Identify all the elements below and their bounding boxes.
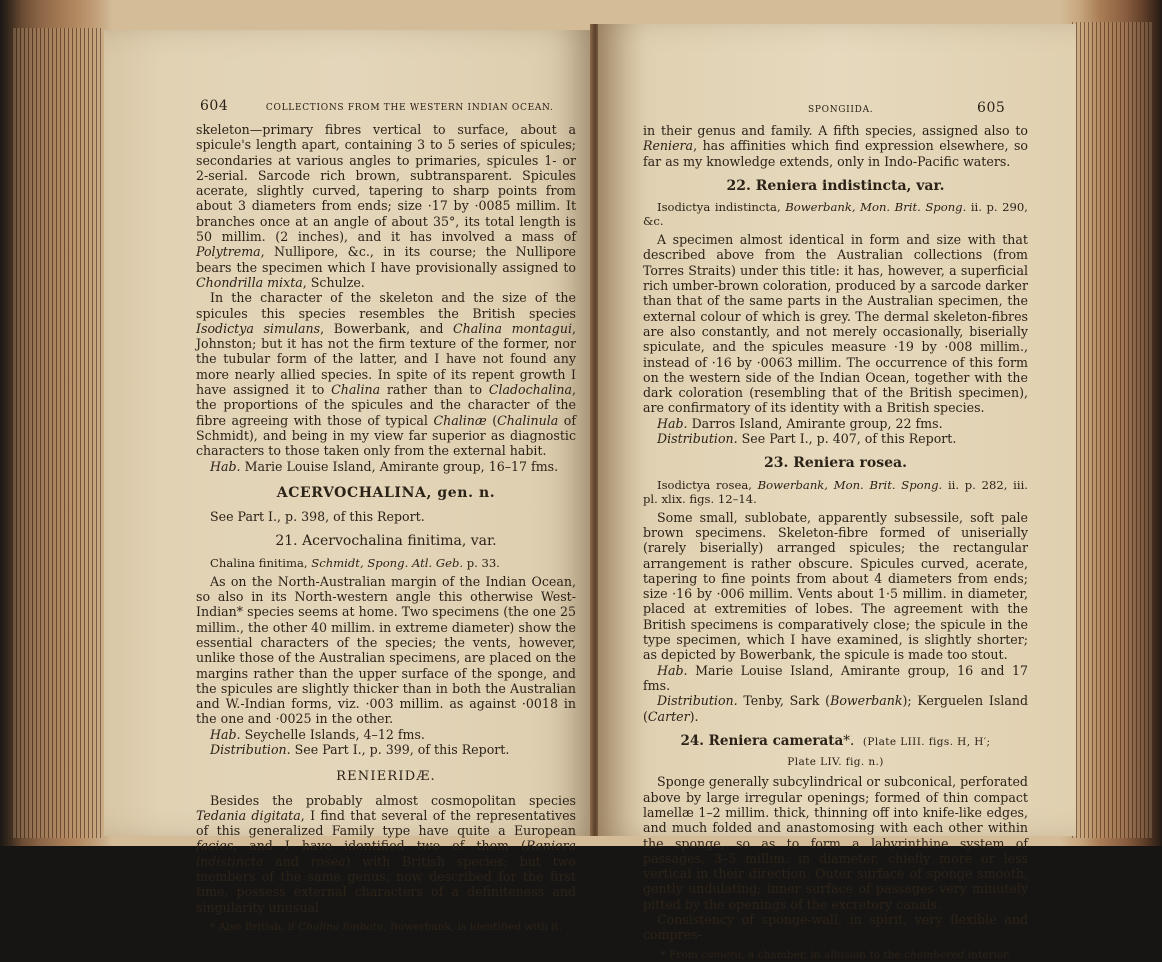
right-page	[598, 24, 1076, 961]
left-page-edges	[12, 28, 104, 838]
left-running-head	[200, 98, 554, 114]
citation: Isodictya rosea, Bowerbank, Mon. Brit. Spong. ii. p. 282, iii. pl. xlix. figs. 12–14.	[643, 477, 1028, 506]
species-heading-23: 23. Reniera rosea.	[764, 455, 907, 472]
footnote: * From camera, a chamber, in allusion to the chambered interior.	[660, 948, 1011, 961]
species-heading-22: 22. Reniera indistincta, var.	[726, 177, 945, 194]
habitat-line: Hab. Seychelle Islands, 4–12 fms.	[210, 726, 425, 742]
species-heading-21: 21. Acervochalina finitima, var.	[275, 533, 497, 550]
distribution-line: Distribution. See Part I., p. 399, of this Report.	[210, 741, 510, 757]
distribution-line: Distribution. Tenby, Sark (Bowerbank); Kerguelen Island (Carter).	[643, 693, 1029, 724]
habitat-line: Hab. Darros Island, Amirante group, 22 fms.	[657, 415, 943, 431]
paragraph: skeleton—primary fibres vertical to surface, about a spicule's length apart, containing 3 to 5 series of spicules; secondaries at various angles to primaries, spicules 1- or 2-serial. Sarcode rich brown, subtransparent. Spicules acerate, slightly curved, tapering to sharp points from about 3 diameters from ends; size ·17 by ·0085 millim. It branches once at an angle of about 35°, its total length is 50 millim. (2 inches), and it has involved a mass of Polytrema, Nullipore, &c., in its course; the Nullipore bears the specimen which I have provisionally assigned to Chondrilla mixta, Schulze.	[196, 122, 576, 290]
paragraph: A specimen almost identical in form and size with that described above from the Australian collections (from Torres Straits) under this title: it has, however, a superficial rich umber-brown coloration, produced by a sarcode darker than that of the same parts in the Australian specimen, the external colour of which is grey. The dermal skeleton-fibres are also constantly, and not merely occasionally, biserially spiculate, and the spicules measure ·19 by ·008 millim., instead of ·16 by ·0063 millim. The occurrence of this form on the western side of the Indian Ocean, together with the dark coloration (resembling that of the British specimen), are confirmatory of its identity with a British species.	[643, 232, 1028, 416]
right-running-head	[808, 100, 1005, 116]
right-column	[643, 123, 1028, 962]
plate-reference: Plate LIV. fig. n.)	[787, 756, 884, 769]
right-page-edges	[1072, 22, 1152, 838]
right-page-number: 605	[977, 100, 1006, 116]
distribution-line: Distribution. See Part I., p. 407, of this Report.	[657, 431, 957, 447]
citation: Chalina finitima, Schmidt, Spong. Atl. Geb. p. 33.	[210, 555, 500, 570]
genus-heading: ACERVOCHALINA, gen. n.	[276, 484, 496, 501]
paragraph: in their genus and family. A fifth species, assigned also to Reniera, has affinities which find expression elsewhere, so far as my knowledge extends, only in Indo-Pacific waters.	[643, 123, 1028, 169]
paragraph: As on the North-Australian margin of the Indian Ocean, so also in its North-western angle this otherwise West-Indian* species seems at home. Two specimens (the one 25 millim., the other 40 millim. in extreme diameter) show the essential characters of the species; the vents, however, unlike those of the Australian specimens, are placed on the margins rather than the upper surface of the sponge, and the spicules are slightly thicker than in both the Australian and W.-Indian forms, viz. ·003 millim. as against ·0018 in the one and ·0025 in the other.	[196, 573, 576, 727]
paragraph: In the character of the skeleton and the size of the spicules this species resembles the British species Isodictya simulans, Bowerbank, and Chalina montagui, Johnston; but it has not the firm texture of the former, nor the tubular form of the latter, and I have not found any more nearly allied species. In spite of its repent growth I have assigned it to Chalina rather than to Cladochalina, the proportions of the spicules and the character of the fibre agreeing with those of typical Chalinæ (Chalinula of Schmidt), and being in my view far superior as diagnostic characters to those taken only from the external habit.	[196, 290, 577, 459]
paragraph: Sponge generally subcylindrical or subconical, perforated above by large irregular openings; formed of thin compact lamellæ 1–2 millim. thick, thinning off into knife-like edges, and much folded and anastomosing with each other within the sponge, so as to form a labyrinthine system of passages, 3–5 millim. in diameter, chiefly more or less vertical in their direction. Outer surface of sponge smooth, gently undulating; inner surface of passages very minutely pitted by the openings of the excretory canals.	[643, 774, 1028, 912]
habitat-line: Hab. Marie Louise Island, Amirante group, 16–17 fms.	[210, 458, 559, 474]
citation: Isodictya indistincta, Bowerbank, Mon. Brit. Spong. ii. p. 290, &c.	[643, 200, 1028, 229]
right-running-title: SPONGIIDA.	[808, 105, 874, 115]
left-running-title: COLLECTIONS FROM THE WESTERN INDIAN OCEAN.	[265, 103, 554, 113]
family-heading: RENIERIDÆ.	[336, 769, 436, 785]
paragraph: Besides the probably almost cosmopolitan species Tedania digitata, I find that several of the representatives of this generalized Family type have quite a European facies, and I have identified two of them (Reniera indistincta and rosea) with British species; but two members of the same genus, now described for the first time, possess external characters of a definiteness and singularity unusual	[196, 792, 577, 915]
species-heading-24: 24. Reniera camerata*. (Plate LIII. figs. H, H′;	[680, 732, 991, 749]
left-page-number: 604	[200, 98, 229, 114]
habitat-line: Hab. Marie Louise Island, Amirante group, 16 and 17 fms.	[643, 662, 1028, 693]
paragraph: Consistency of sponge-wall, in spirit, very flexible and compres-	[643, 912, 1028, 943]
left-page	[104, 30, 592, 933]
paragraph: Some small, sublobate, apparently subsessile, soft pale brown specimens. Skeleton-fibre formed of uniserially (rarely biserially) arranged spicules; the rectangular arrangement is rather obscure. Spicules curved, acerate, tapering to fine points from about 4 diameters from ends; size ·16 by ·006 millim. Vents about 1·5 millim. in diameter, placed at extremities of lobes. The agreement with the British specimens is comparatively close; the spicule in the type specimen, which I have examined, is slightly shorter; as depicted by Bowerbank, the spicule is made too stout.	[643, 509, 1028, 663]
genus-reference: See Part I., p. 398, of this Report.	[210, 509, 425, 525]
left-column	[196, 122, 576, 934]
footnote: * Also British, if Chalina limbata, Bowerbank, is identified with it.	[209, 920, 563, 933]
